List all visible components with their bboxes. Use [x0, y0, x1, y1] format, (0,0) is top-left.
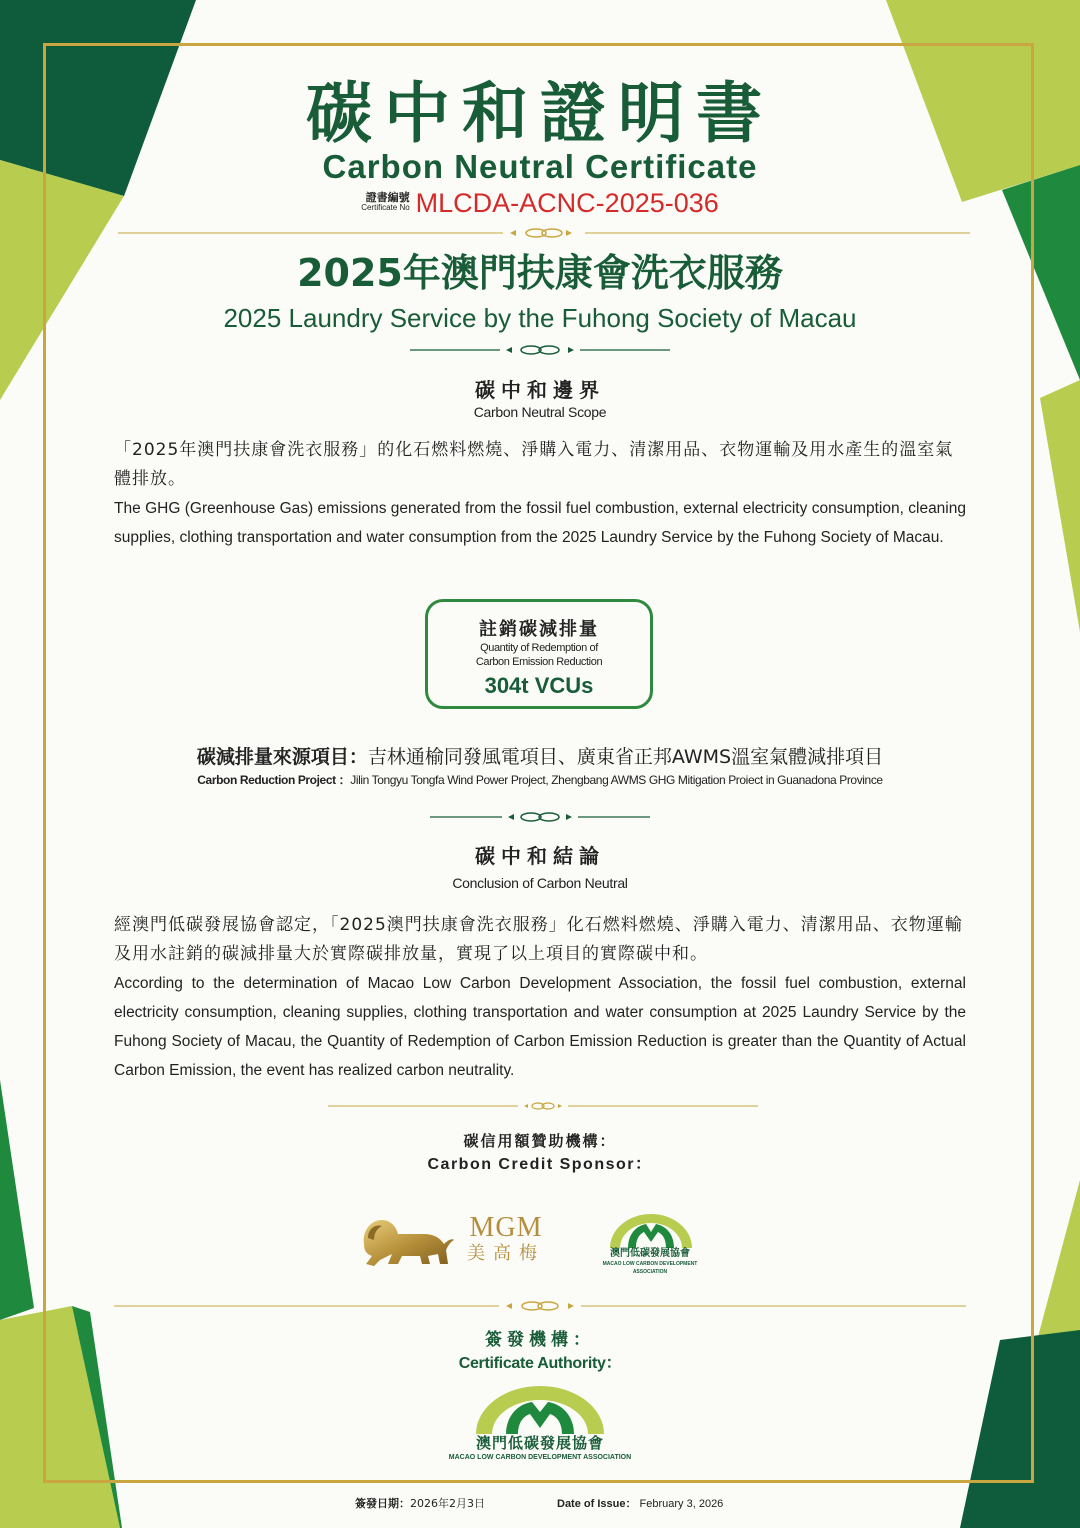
issue-date-value-english: February 3, 2026	[639, 1498, 724, 1510]
mgm-name-english: MGM	[469, 1212, 543, 1243]
authority-label-english: Certificate Authority：	[458, 1355, 622, 1372]
sponsor-label-english: Carbon Credit Sponsor：	[427, 1156, 653, 1173]
project-title-chinese: 2025年澳門扶康會洗衣服務	[297, 251, 783, 295]
ornament-divider-3	[430, 810, 650, 824]
redemption-quantity-box	[425, 599, 653, 709]
issue-date-english	[557, 1495, 723, 1513]
conclusion-heading-chinese: 碳中和結論	[475, 844, 605, 868]
certificate-number	[0, 186, 1080, 220]
mgm-wordmark	[464, 1213, 548, 1265]
certificate-title-english: Carbon Neutral Certificate	[322, 148, 758, 185]
scope-heading-chinese: 碳中和邊界	[475, 378, 605, 402]
authority-association-name-english: MACAO LOW CARBON DEVELOPMENT ASSOCIATION	[448, 1454, 632, 1461]
mgm-lion-logo	[358, 1214, 454, 1268]
scope-text-english: The GHG (Greenhouse Gas) emissions generated from the fossil fuel combustion, external electricity consumption, cleaning supplies, clothing transportation and water consumption from the 2025 Laundry Service by the Fuhong Society of Macau.	[114, 500, 966, 546]
ornament-divider-5	[114, 1299, 966, 1313]
reduction-project-english	[0, 772, 1080, 788]
redemption-value: 304t VCUs	[484, 673, 594, 698]
macao-low-carbon-association-logo-large	[472, 1382, 608, 1434]
certificate-number-label	[361, 193, 409, 213]
sponsor-label-chinese: 碳信用額贊助機構：	[463, 1132, 617, 1150]
conclusion-heading-english: Conclusion of Carbon Neutral	[452, 875, 628, 891]
reduction-project-label-english: Carbon Reduction Project ：	[197, 773, 351, 787]
redemption-label-chinese: 註銷碳減排量	[479, 619, 599, 640]
certificate-title-chinese: 碳中和證明書	[306, 75, 774, 152]
sponsor-association-name	[586, 1247, 714, 1276]
issue-date-label-chinese: 簽發日期：	[355, 1497, 410, 1510]
sponsor-association-name-english: MACAO LOW CARBON DEVELOPMENT ASSOCIATION	[602, 1261, 698, 1275]
project-title-english: 2025 Laundry Service by the Fuhong Society of Macau	[223, 303, 857, 333]
sponsor-association-name-chinese: 澳門低碳發展協會	[610, 1248, 690, 1259]
issue-date-footer	[0, 1495, 1080, 1513]
reduction-project-label-chinese: 碳減排量來源項目：	[196, 746, 368, 768]
scope-description	[114, 436, 966, 552]
reduction-project-chinese	[0, 744, 1080, 770]
issue-date-value-chinese: 2026年2月3日	[410, 1497, 485, 1510]
ornament-divider-4	[328, 1100, 758, 1112]
conclusion-text-english: According to the determination of Macao Low Carbon Development Association, the fossil fuel combustion, external electricity consumption, cleaning supplies, clothing transportation and water consumption at 2025 Laundry Service by the Fuhong Society of Macau, the Quantity of Redemption of Carbon Emission Reduction is greater than the Quantity of Actual Carbon Emission, the event has realized carbon neutrality.	[114, 975, 966, 1079]
issue-date-chinese	[355, 1495, 485, 1513]
conclusion-text-chinese: 經澳門低碳發展協會認定，「2025澳門扶康會洗衣服務」化石燃料燃燒、淨購入電力、清潔用品、衣物運輸及用水註銷的碳減排量大於實際碳排放量，實現了以上項目的實際碳中和。	[114, 915, 963, 964]
ornament-divider-2	[410, 343, 670, 357]
scope-heading-english: Carbon Neutral Scope	[473, 404, 607, 420]
authority-label-chinese: 簽發機構：	[485, 1330, 595, 1350]
authority-association-name-chinese: 澳門低碳發展協會	[475, 1434, 604, 1452]
certificate-number-label-chinese: 證書編號	[365, 191, 410, 204]
certificate-number-value: MLCDA-ACNC-2025-036	[415, 187, 719, 218]
reduction-project-value-chinese: 吉林通榆同發風電項目、廣東省正邦AWMS溫室氣體減排項目	[367, 746, 884, 768]
mgm-name-chinese: 美高梅	[467, 1243, 545, 1264]
certificate-number-label-english: Certificate No	[361, 203, 410, 212]
ornament-divider-1	[118, 226, 970, 240]
scope-text-chinese: 「2025年澳門扶康會洗衣服務」的化石燃料燃燒、淨購入電力、清潔用品、衣物運輸及用水產生的溫室氣體排放。	[114, 440, 954, 489]
redemption-label-english-line2: Carbon Emission Reduction	[475, 656, 603, 668]
issue-date-label-english: Date of Issue：	[557, 1498, 637, 1510]
redemption-label-english-line1: Quantity of Redemption of	[480, 642, 598, 654]
reduction-project-value-english: Jilin Tongyu Tongfa Wind Power Project, Zhengbang AWMS GHG Mitigation Proiect in Guanadona Province	[350, 773, 883, 787]
authority-association-name	[440, 1434, 640, 1463]
macao-low-carbon-association-logo-small	[606, 1208, 696, 1248]
conclusion-description	[114, 911, 966, 1085]
